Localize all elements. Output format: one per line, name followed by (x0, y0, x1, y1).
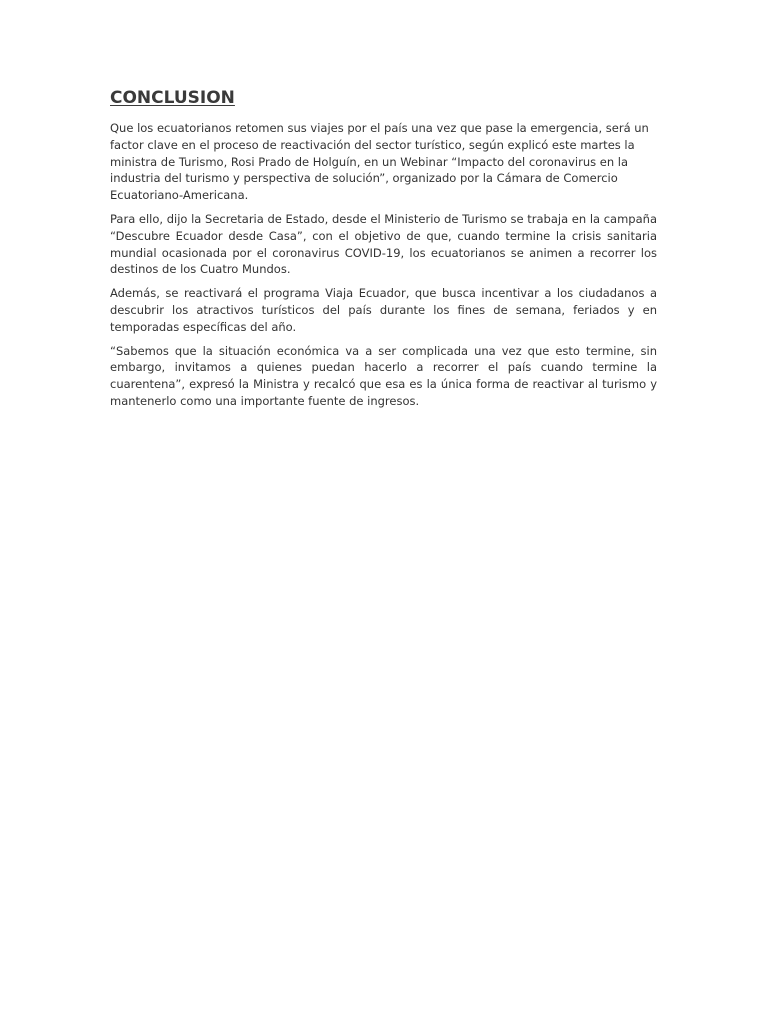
page-title: CONCLUSION (110, 88, 235, 108)
document-page (110, 86, 657, 417)
paragraph-3: Además, se reactivará el programa Viaja Ecuador, que busca incentivar a los ciudadanos a descubrir los atractivos turísticos del país durante los fines de semana, feriados y en temporadas específicas del año. (110, 286, 657, 334)
paragraph-2: Para ello, dijo la Secretaria de Estado, desde el Ministerio de Turismo se trabaja en la campaña “Descubre Ecuador desde Casa”, con el objetivo de que, cuando termine la crisis sanitaria mundial ocasionada por el coronavirus COVID-19, los ecuatorianos se animen a recorrer los destinos de los Cuatro Mundos. (110, 211, 657, 277)
paragraph-4: “Sabemos que la situación económica va a ser complicada una vez que esto termine, sin embargo, invitamos a quienes puedan hacerlo a recorrer el país cuando termine la cuarentena”, expresó la Ministra y recalcó que esa es la única forma de reactivar al turismo y mantenerlo como una importante fuente de ingresos. (110, 343, 657, 408)
paragraph-1: Que los ecuatorianos retomen sus viajes por el país una vez que pase la emergencia, será un factor clave en el proceso de reactivación del sector turístico, según explicó este martes la ministra de Turismo, Rosi Prado de Holguín, en un Webinar “Impacto del coronavirus en la industria del turismo y perspectiva de solución”, organizado por la Cámara de Comercio Ecuatoriano-Americana. (110, 121, 649, 203)
